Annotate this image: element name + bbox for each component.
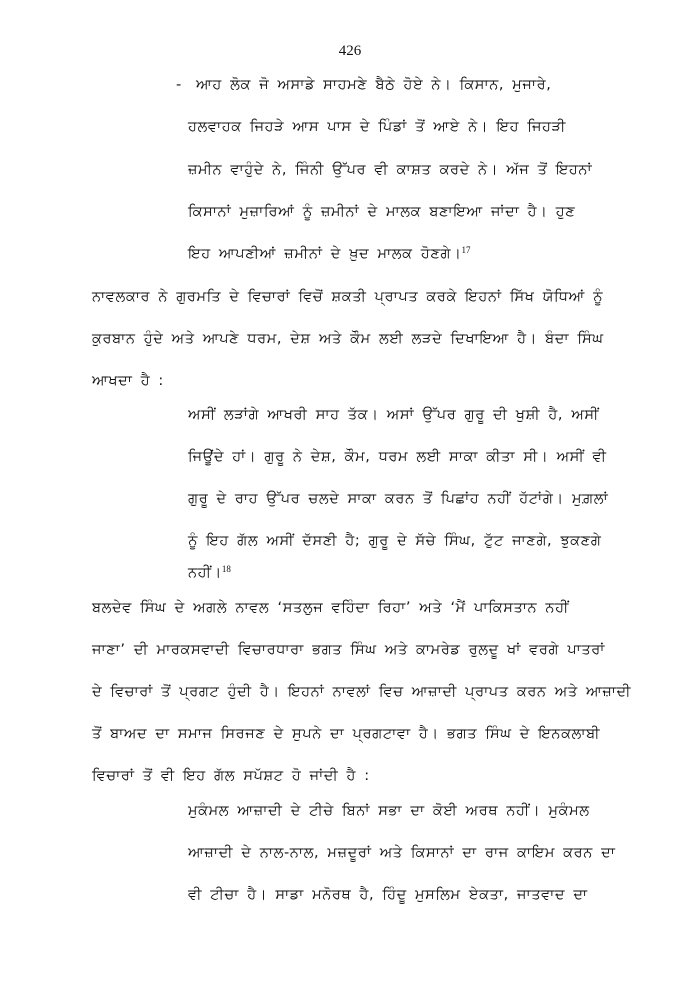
page-number: 426 [338, 43, 362, 59]
quote-line: ਗੁਰੂ ਦੇ ਰਾਹ ਉੱਪਰ ਚਲਦੇ ਸਾਕਾ ਕਰਨ ਤੋਂ ਪਿਛਾਂਹ ਨਹੀਂ ਹੱਟਾਂਗੇ। ਮੁਗ਼ਲਾਂ [188, 491, 609, 507]
body-line: ਆਖਦਾ ਹੈ : [92, 373, 164, 389]
quote-line: ਕਿਸਾਨਾਂ ਮੁਜ਼ਾਰਿਆਂ ਨੂੰ ਜ਼ਮੀਨਾਂ ਦੇ ਮਾਲਕ ਬਣਾਇਆ ਜਾਂਦਾ ਹੈ। ਹੁਣ [188, 204, 576, 220]
quote-line: ਆਹ ਲੋਕ ਜੋ ਅਸਾਡੇ ਸਾਹਮਣੇ ਬੈਠੇ ਹੋਏ ਨੇ। ਕਿਸਾਨ, ਮੁਜਾਰੇ, [196, 77, 552, 93]
quote-text: ਇਹ ਆਪਣੀਆਂ ਜ਼ਮੀਨਾਂ ਦੇ ਖ਼ੁਦ ਮਾਲਕ ਹੋਣਗੇ। [188, 246, 462, 262]
quote-line: ਮੁਕੰਮਲ ਆਜ਼ਾਦੀ ਦੇ ਟੀਚੇ ਬਿਨਾਂ ਸਭਾ ਦਾ ਕੋਈ ਅਰਥ ਨਹੀਂ। ਮੁਕੰਮਲ [188, 803, 590, 819]
quote-line: ਹਲਵਾਹਕ ਜਿਹੜੇ ਆਸ ਪਾਸ ਦੇ ਪਿੰਡਾਂ ਤੋਂ ਆਏ ਨੇ। ਇਹ ਜਿਹੜੀ [188, 119, 566, 135]
quote-line: ਵੀ ਟੀਚਾ ਹੈ। ਸਾਡਾ ਮਨੋਰਥ ਹੈ, ਹਿੰਦੂ ਮੁਸਲਿਮ ਏਕਤਾ, ਜਾਤਵਾਦ ਦਾ [188, 887, 588, 903]
body-line: ਵਿਚਾਰਾਂ ਤੋਂ ਵੀ ਇਹ ਗੱਲ ਸਪੱਸ਼ਟ ਹੋ ਜਾਂਦੀ ਹੈ : [92, 768, 370, 784]
body-line: ਤੋਂ ਬਾਅਦ ਦਾ ਸਮਾਜ ਸਿਰਜਣ ਦੇ ਸੁਪਨੇ ਦਾ ਪ੍ਰਗਟਾਵਾ ਹੈ। ਭਗਤ ਸਿੰਘ ਦੇ ਇਨਕਲਾਬੀ [92, 726, 601, 742]
footnote-ref[interactable]: 18 [221, 564, 231, 574]
quote-line-last [188, 563, 231, 583]
quote-line: ਜਿਊਂਦੇ ਹਾਂ। ਗੁਰੂ ਨੇ ਦੇਸ਼, ਕੌਮ, ਧਰਮ ਲਈ ਸਾਕਾ ਕੀਤਾ ਸੀ। ਅਸੀਂ ਵੀ [188, 449, 607, 465]
body-line: ਜਾਣਾ’ ਦੀ ਮਾਰਕਸਵਾਦੀ ਵਿਚਾਰਧਾਰਾ ਭਗਤ ਸਿੰਘ ਅਤੇ ਕਾਮਰੇਡ ਰੁਲਦੂ ਖਾਂ ਵਰਗੇ ਪਾਤਰਾਂ [92, 642, 605, 658]
quote-dash: - [176, 77, 182, 93]
quote-line: ਜ਼ਮੀਨ ਵਾਹੁੰਦੇ ਨੇ, ਜਿੰਨੀ ਉੱਪਰ ਵੀ ਕਾਸ਼ਤ ਕਰਦੇ ਨੇ। ਅੱਜ ਤੋਂ ਇਹਨਾਂ [188, 162, 593, 178]
quote-line: ਅਸੀਂ ਲੜਾਂਗੇ ਆਖਰੀ ਸਾਹ ਤੱਕ। ਅਸਾਂ ਉੱਪਰ ਗੁਰੂ ਦੀ ਖੁਸ਼ੀ ਹੈ, ਅਸੀਂ [188, 407, 600, 423]
quote-line: ਨੂੰ ਇਹ ਗੱਲ ਅਸੀਂ ਦੱਸਣੀ ਹੈ; ਗੁਰੂ ਦੇ ਸੱਚੇ ਸਿੰਘ, ਟੁੱਟ ਜਾਣਗੇ, ਝੁਕਣਗੇ [188, 533, 602, 549]
body-line: ਨਾਵਲਕਾਰ ਨੇ ਗੁਰਮਤਿ ਦੇ ਵਿਚਾਰਾਂ ਵਿਚੋਂ ਸ਼ਕਤੀ ਪ੍ਰਾਪਤ ਕਰਕੇ ਇਹਨਾਂ ਸਿੱਖ ਯੋਧਿਆਂ ਨੂੰ [92, 289, 604, 305]
footnote-ref[interactable]: 17 [461, 245, 471, 255]
body-line: ਬਲਦੇਵ ਸਿੰਘ ਦੇ ਅਗਲੇ ਨਾਵਲ ‘ਸਤਲੁਜ ਵਹਿੰਦਾ ਰਿਹਾ’ ਅਤੇ ‘ਮੈਂ ਪਾਕਿਸਤਾਨ ਨਹੀਂ [92, 600, 569, 616]
body-line: ਦੇ ਵਿਚਾਰਾਂ ਤੋਂ ਪ੍ਰਗਟ ਹੁੰਦੀ ਹੈ। ਇਹਨਾਂ ਨਾਵਲਾਂ ਵਿਚ ਆਜ਼ਾਦੀ ਪ੍ਰਾਪਤ ਕਰਨ ਅਤੇ ਆਜ਼ਾਦੀ [92, 684, 632, 700]
quote-text: ਨਹੀਂ। [188, 565, 222, 581]
quote-line: ਆਜ਼ਾਦੀ ਦੇ ਨਾਲ-ਨਾਲ, ਮਜ਼ਦੂਰਾਂ ਅਤੇ ਕਿਸਾਨਾਂ ਦਾ ਰਾਜ ਕਾਇਮ ਕਰਨ ਦਾ [188, 845, 616, 861]
quote-line-last [188, 244, 470, 264]
body-line: ਕੁਰਬਾਨ ਹੁੰਦੇ ਅਤੇ ਆਪਣੇ ਧਰਮ, ਦੇਸ਼ ਅਤੇ ਕੌਮ ਲਈ ਲੜਦੇ ਦਿਖਾਇਆ ਹੈ। ਬੰਦਾ ਸਿੰਘ [92, 331, 604, 347]
